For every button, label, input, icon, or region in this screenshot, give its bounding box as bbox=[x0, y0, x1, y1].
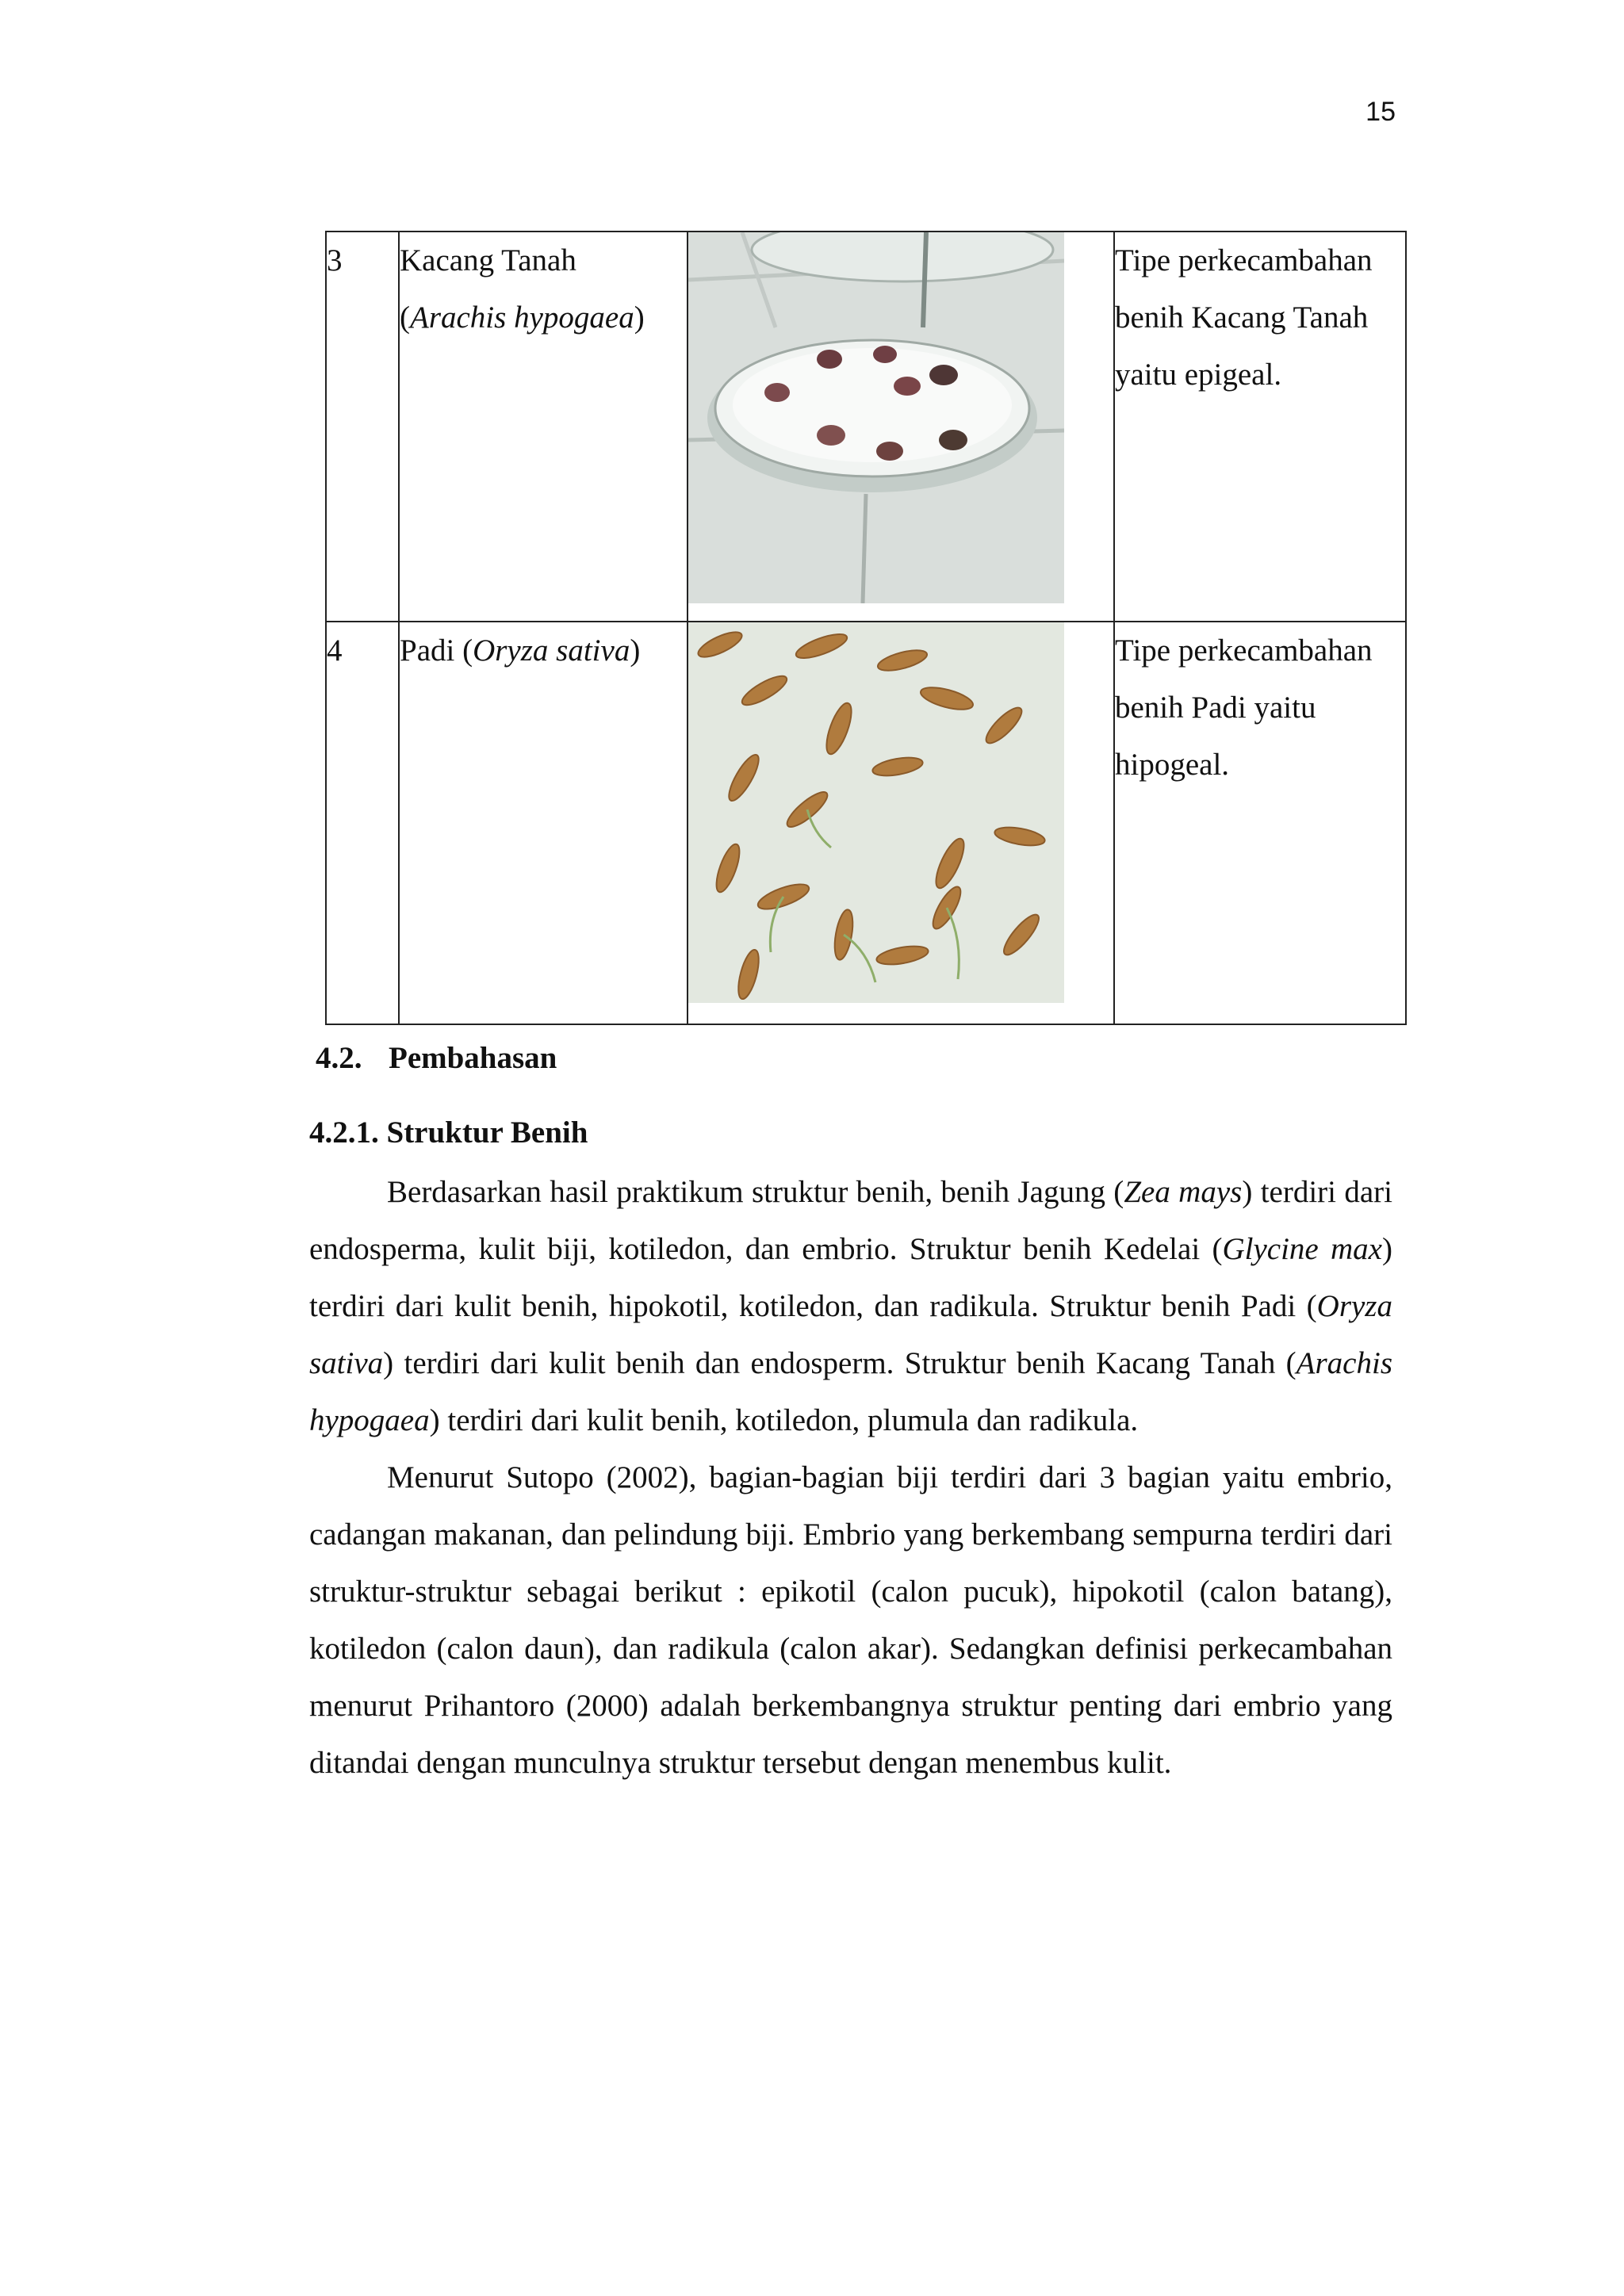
photo-cell bbox=[688, 232, 1114, 622]
text-run: ) terdiri dari kulit benih dan endosperm. Struktur benih Kacang Tanah ( bbox=[383, 1346, 1297, 1380]
table-row bbox=[326, 622, 1406, 1024]
paren-close: ) bbox=[634, 300, 645, 335]
paragraph-seed-structure bbox=[309, 1164, 1392, 1449]
latin-name: Arachis hypogaea bbox=[309, 1346, 1392, 1437]
section-heading bbox=[316, 1040, 557, 1076]
text-run: ) terdiri dari kulit benih, kotiledon, plumula dan radikula. bbox=[429, 1403, 1139, 1437]
latin-name: Glycine max bbox=[1222, 1232, 1382, 1266]
section-number: 4.2. bbox=[316, 1041, 362, 1075]
germination-description: Tipe perkecambahan benih Kacang Tanah yaitu epigeal. bbox=[1114, 232, 1406, 622]
paragraph-literature: Menurut Sutopo (2002), bagian-bagian biji terdiri dari 3 bagian yaitu embrio, cadangan makanan, dan pelindung biji. Embrio yang berkembang sempurna terdiri dari struktur-struktur sebagai berikut : epikotil (calon pucuk), hipokotil (calon batang), kotiledon (calon daun), dan radikula (calon akar). Sedangkan definisi perkecambahan menurut Prihantoro (2000) adalah berkembangnya struktur penting dari embrio yang ditandai dengan munculnya struktur tersebut dengan menembus kulit. bbox=[309, 1460, 1392, 1780]
row-number: 4 bbox=[326, 622, 399, 1024]
germination-description: Tipe perkecambahan benih Padi yaitu hipogeal. bbox=[1114, 622, 1406, 1024]
seed-latin-name: Oryza sativa bbox=[473, 633, 630, 668]
text-run: ) terdiri dari endosperma, kulit biji, kotiledon, dan embrio. Struktur benih Kedelai ( bbox=[309, 1175, 1392, 1266]
paren-open: ( bbox=[400, 300, 410, 335]
rice-seeds-photo bbox=[688, 622, 1064, 1003]
row-number: 3 bbox=[326, 232, 399, 622]
subsection-heading: 4.2.1. Struktur Benih bbox=[309, 1115, 588, 1150]
seed-latin-name: Arachis hypogaea bbox=[410, 300, 634, 335]
text-run: ) terdiri dari kulit benih, hipokotil, kotiledon, dan radikula. Struktur benih Padi ( bbox=[309, 1232, 1392, 1323]
seed-common-name: Padi ( bbox=[400, 633, 473, 668]
latin-name: Zea mays bbox=[1124, 1175, 1243, 1209]
seed-name-cell bbox=[399, 232, 688, 622]
latin-name: Oryza sativa bbox=[309, 1289, 1392, 1380]
text-run: Berdasarkan hasil praktikum struktur benih, benih Jagung ( bbox=[387, 1175, 1124, 1209]
section-title: Pembahasan bbox=[389, 1041, 557, 1075]
germination-results-table bbox=[325, 231, 1407, 1025]
seed-name-cell bbox=[399, 622, 688, 1024]
table-row bbox=[326, 232, 1406, 622]
seed-common-name: Kacang Tanah bbox=[400, 243, 576, 277]
peanut-petri-dish-photo bbox=[688, 232, 1064, 603]
photo-cell bbox=[688, 622, 1114, 1024]
page-number: 15 bbox=[1365, 97, 1396, 127]
paren-close: ) bbox=[630, 633, 641, 668]
